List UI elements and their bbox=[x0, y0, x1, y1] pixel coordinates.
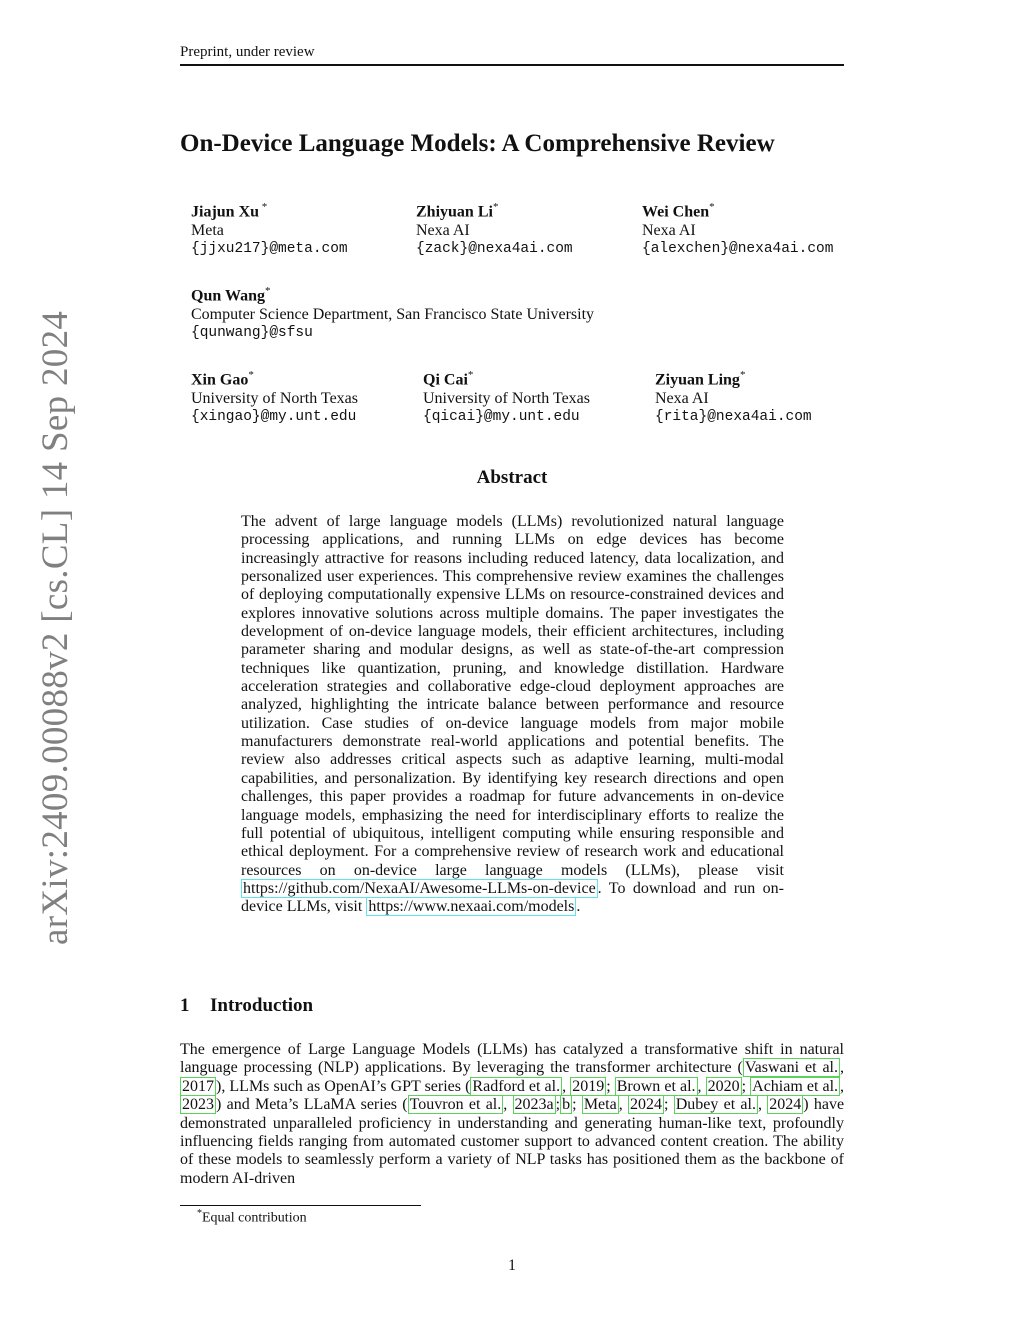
citation-link[interactable]: Achiam et al. bbox=[752, 1077, 839, 1095]
intro-text: ; bbox=[663, 1096, 674, 1114]
author-block bbox=[416, 198, 573, 259]
author-email: {alexchen}@nexa4ai.com bbox=[642, 241, 834, 258]
citation-link[interactable]: 2024 bbox=[629, 1096, 662, 1114]
citation-link[interactable]: 2024 bbox=[769, 1096, 802, 1114]
author-email: {rita}@nexa4ai.com bbox=[655, 409, 812, 426]
section-number: 1 bbox=[180, 995, 190, 1016]
author-affiliation: Nexa AI bbox=[642, 222, 696, 240]
page-number: 1 bbox=[508, 1257, 516, 1274]
intro-text: ; bbox=[741, 1077, 751, 1095]
author-name: Xin Gao bbox=[191, 371, 249, 389]
author-name: Qun Wang bbox=[191, 287, 265, 305]
author-email: {jjxu217}@meta.com bbox=[191, 241, 348, 258]
citation-link[interactable]: 2019 bbox=[572, 1077, 605, 1095]
citation-link[interactable]: Dubey et al. bbox=[675, 1096, 756, 1114]
intro-text: ) and Meta’s LLaMA series ( bbox=[216, 1096, 408, 1114]
abstract-text-middle: . To download and run on-device LLMs, visit bbox=[241, 879, 784, 916]
intro-text: , bbox=[840, 1077, 845, 1095]
intro-text: ; bbox=[606, 1077, 615, 1095]
abstract-heading: Abstract bbox=[476, 467, 548, 488]
author-block bbox=[191, 198, 348, 259]
author-affiliation: University of North Texas bbox=[191, 390, 358, 408]
intro-text: , bbox=[503, 1096, 513, 1114]
intro-text: , bbox=[697, 1077, 706, 1095]
author-email: {qicai}@my.unt.edu bbox=[423, 409, 580, 426]
citation-link[interactable]: Touvron et al. bbox=[409, 1096, 502, 1114]
author-name: Wei Chen bbox=[642, 203, 710, 221]
footnote-mark: * bbox=[197, 1208, 202, 1219]
nexaai-models-link[interactable]: https://www.nexaai.com/models bbox=[368, 898, 575, 916]
author-affiliation: Nexa AI bbox=[655, 390, 709, 408]
author-mark: * bbox=[248, 369, 254, 381]
citation-link[interactable]: Radford et al. bbox=[472, 1077, 561, 1095]
abstract-text: The advent of large language models (LLMs) revolutionized natural language processing applications, and running LLMs on edge devices has become increasingly attractive for reasons including reduced latency, data localization, and personalized user experiences. This comprehensive review examines the challenges of deploying computationally expensive LLMs on resource-constrained devices and explores innovative solutions across multiple domains. The paper investigates the development of on-device language models, their efficient architectures, including parameter sharing and modular designs, as well as state-of-the-art compression techniques like quantization, pruning, and knowledge distillation. Hardware acceleration strategies and collaborative edge-cloud deployment approaches are analyzed, highlighting the intricate balance between performance and resource utilization. Case studies of on-device language models from major mobile manufacturers demonstrate real-world applications and potential benefits. The review also addresses critical aspects such as adaptive learning, multi-modal capabilities, and personalization. By identifying key research directions and open challenges, this paper provides a roadmap for future advancements in on-device language models, emphasizing the need for interdisciplinary efforts to realize the full potential of ubiquitous, intelligent computing while ensuring responsible and ethical deployment. For a comprehensive review of research work and educational resources on on-device large language models (LLMs), please visit bbox=[241, 513, 784, 879]
running-header: Preprint, under review bbox=[180, 44, 315, 60]
author-block bbox=[655, 366, 812, 427]
citation-link[interactable]: 2017 bbox=[182, 1077, 214, 1095]
intro-text: , bbox=[757, 1096, 768, 1114]
intro-text: , bbox=[618, 1096, 628, 1114]
footnote-text: Equal contribution bbox=[202, 1210, 307, 1226]
author-email: {xingao}@my.unt.edu bbox=[191, 409, 357, 426]
intro-text: ) have demonstrated unparalleled proficiency in understanding and generating human-like text, profoundly influencing fields ranging from automated customer support to advanced content creation. The ability of these models to seamlessly perform a variety of NLP tasks has positioned them as the backbone of modern AI-driven bbox=[180, 1096, 845, 1187]
footnote-rule bbox=[180, 1205, 421, 1206]
section-title: Introduction bbox=[210, 995, 314, 1016]
github-link[interactable]: https://github.com/NexaAI/Awesome-LLMs-on-device bbox=[243, 879, 596, 897]
footnote bbox=[197, 1208, 307, 1227]
intro-text: , bbox=[562, 1077, 571, 1095]
author-block bbox=[191, 282, 594, 343]
citation-link[interactable]: Vaswani et al. bbox=[744, 1059, 839, 1077]
author-block bbox=[423, 366, 590, 427]
author-mark: * bbox=[259, 201, 268, 213]
author-mark: * bbox=[709, 201, 715, 213]
author-email: {zack}@nexa4ai.com bbox=[416, 241, 573, 258]
author-email: {qunwang}@sfsu bbox=[191, 325, 313, 342]
author-name: Jiajun Xu bbox=[191, 203, 260, 221]
abstract-body bbox=[241, 513, 784, 917]
citation-link[interactable]: b bbox=[562, 1096, 571, 1114]
author-affiliation: Nexa AI bbox=[416, 222, 470, 240]
author-mark: * bbox=[492, 201, 499, 213]
paper-title: On-Device Language Models: A Comprehensive Review bbox=[180, 130, 775, 157]
citation-link[interactable]: 2023a bbox=[514, 1096, 554, 1114]
abstract-text-end: . bbox=[576, 898, 581, 916]
author-block bbox=[191, 366, 358, 427]
section-heading bbox=[180, 995, 313, 1017]
arxiv-stamp: arXiv:2409.00088v2 [cs.CL] 14 Sep 2024 bbox=[35, 310, 76, 945]
citation-link[interactable]: 2020 bbox=[707, 1077, 740, 1095]
citation-link[interactable]: 2023 bbox=[182, 1096, 214, 1114]
author-mark: * bbox=[739, 369, 746, 381]
intro-text: , bbox=[840, 1059, 845, 1077]
intro-paragraph bbox=[180, 1041, 844, 1188]
author-mark: * bbox=[467, 369, 474, 381]
citation-link[interactable]: Brown et al. bbox=[616, 1077, 696, 1095]
intro-text: ), LLMs such as OpenAI’s GPT series ( bbox=[216, 1077, 471, 1095]
author-name: Qi Cai bbox=[423, 371, 468, 389]
author-affiliation: Meta bbox=[191, 222, 224, 240]
author-affiliation: Computer Science Department, San Francisco State University bbox=[191, 306, 595, 324]
header-rule bbox=[180, 64, 844, 66]
author-block bbox=[642, 198, 833, 259]
author-name: Zhiyuan Li bbox=[416, 203, 493, 221]
intro-text: The emergence of Large Language Models (LLMs) has catalyzed a transformative shift in natural language processing (NLP) applications. By leveraging the transformer architecture ( bbox=[180, 1041, 844, 1077]
citation-link[interactable]: Meta bbox=[583, 1096, 617, 1114]
author-name: Ziyuan Ling bbox=[655, 371, 740, 389]
intro-text: ; bbox=[572, 1096, 582, 1114]
author-affiliation: University of North Texas bbox=[423, 390, 590, 408]
intro-text: ; bbox=[555, 1096, 561, 1114]
author-mark: * bbox=[264, 285, 271, 297]
